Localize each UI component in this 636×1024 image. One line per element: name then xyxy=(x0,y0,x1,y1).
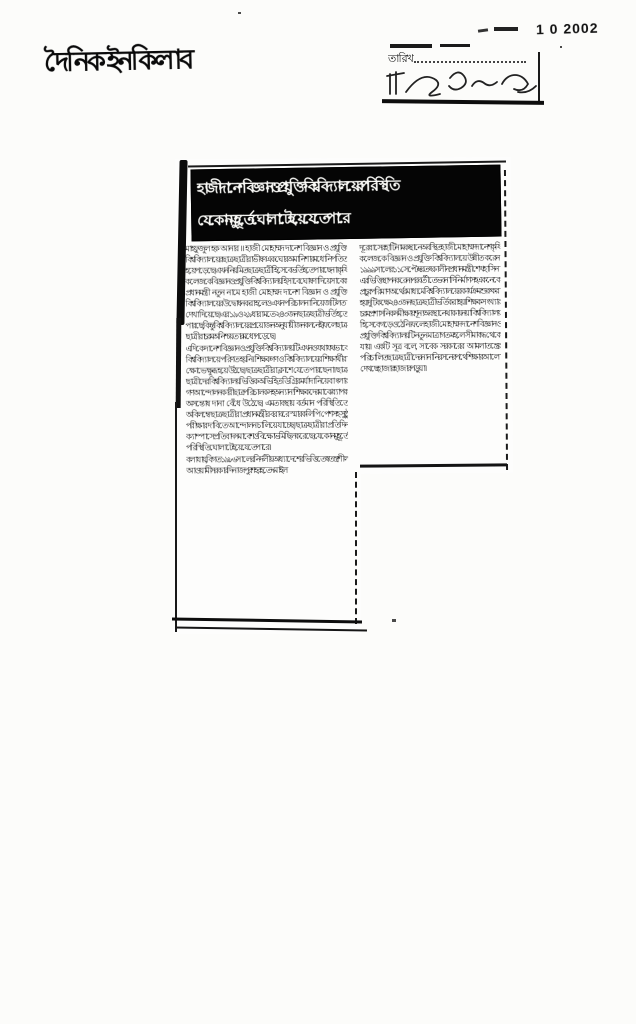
headline-line-2: যে কোন মুহূর্তে ঘোলাটে হয়ে যেতে পারে xyxy=(197,210,347,230)
article-paragraph: এদিকে দানেশ বিজ্ঞান ও প্রযুক্তি বিশ্ববিদ্যালয়টি এখনও যথাযথভাবে বিশ্ববিদ্যালয়ে পরিণত হয়নি। শিক্ষকগণ ও বিশ্ববিদ্যালয়ের শিক্ষার্থীরা ক্ষোভে ক্ষুব্ধ হয়ে উঠছে। ছাত্র-ছাত্রীরা ক্লাশে যেতে পারছে না। ছাত্র-ছাত্রীদের বিশ্ববিদ্যালয়ভিত্তিক অভিহিত ডিগ্রির মর্যাদা নিয়ে বাংলার গণআন্দোলনকারী ছাত্র পরিচালকসহ অন্যান্য শিক্ষকদের মাঝে ব্যাপক অসন্তোষ দানা বেঁধে উঠেছে। এমতাবস্থায় বর্তমান পরিস্থিতিতে অবিলম্বে ছাত্র-ছাত্রীরা প্রধানমন্ত্রীর বরাবরে স্মারকলিপি পেশসহ সুষ্ঠু পরীক্ষার দাবিতে আন্দোলন চালিয়ে যাচ্ছে। ছাত্র-ছাত্রীরা প্রতিদিন ক্যাম্পাসে প্রতিবাদ সমাবেশ ও বিক্ষোভ মিছিল করেছে। যে কোন মুহূর্তে পরিস্থিতি ঘোলাটে হয়ে যেতে পারে। xyxy=(185,342,349,453)
clipping-torn-left-edge xyxy=(176,318,182,408)
clipping-leg-right-edge xyxy=(355,472,359,624)
scan-noise-speck xyxy=(238,12,241,14)
newspaper-masthead-title: দৈনিক ইনকিলাব xyxy=(43,44,192,78)
scan-noise-speck xyxy=(392,619,396,622)
article-column-left xyxy=(185,243,349,616)
article-column-right xyxy=(359,242,502,463)
headline-line-1: হাজী দানেশ বিজ্ঞান ও প্রযুক্তি বিশ্ববিদ্যালয়ের পরিস্থিতি xyxy=(196,178,397,198)
stamp-ink-dash xyxy=(478,28,488,32)
stamp-ink-dash xyxy=(494,27,518,31)
stamp-box-top-edge xyxy=(390,44,432,48)
signature-scribble-icon xyxy=(384,62,540,111)
scan-noise-speck xyxy=(560,46,562,48)
headline-banner xyxy=(190,165,501,242)
clipping-left-edge xyxy=(175,402,177,632)
date-stamp: 1 0 2002 xyxy=(535,19,599,38)
stamp-box-top-edge xyxy=(440,44,470,47)
stamp-date-label: তারিখ xyxy=(388,53,413,65)
article-paragraph: দূরে বাসেরহাটি নামক স্থানে অবস্থিত হাজী মোহাম্মদ দানেশ কৃষি কলেজকে বিজ্ঞান ও প্রযুক্তি বিশ্ববিদ্যালয়ে উন্নীত করেন। ১৯৯৯ সালের ১১ সেপ্টেম্বর তৎকালীন প্রধানমন্ত্রী শেখ হাসিনা এর ভিত্তি স্থাপন করেন। পরবর্তীতে ভবনাদি নির্মাণসহ একনেকে প্রচুর পরিমাণ অর্থের মাধ্যমে বিশ্ববিদ্যালয়ের কার্যক্রম শুরু করা হয়। দুটি কক্ষে ২৪৩ জন ছাত্র-ছাত্রী ভর্তি করা হয়। শিক্ষক সংখ্যার চরম প্রশাসনিক সমীক্ষায় 'শূন্য' অবস্থানে থাকায় নয়া বিশ্ববিদ্যালয় হিসেবে গড়ে ওঠেনি। ফলে হাজী মোহাম্মদ দানেশ বিজ্ঞান ও প্রযুক্তি বিশ্ববিদ্যালয়টি নতুন মাত্রাগত মহলে সীমাবদ্ধ থেকে যায়। একটি সূত্র বলে, সাবেক সরকারের আমলাতন্ত্রের পরিচালিত ছাত্র-ছাত্রীদের নানা নিরসনের পথে শিক্ষার আলো দেখছে হাজার হাজার পড়ুয়া। xyxy=(359,241,502,374)
article-paragraph: বলা যায়, বিগত ১৯৮৬ সালের নির্দলীয় অধ্যাদেশের ভিত্তিতে স্বতন্ত্রশীল আওয়ামী সরকার দিনাজপুর শহর হতে ৭ মাইল xyxy=(186,453,349,476)
article-paragraph: মাহফুজুল হক আনার ॥ হাজী মোহাম্মদ দানেশ বিজ্ঞান ও প্রযুক্তি বিশ্ববিদ্যালয়ের ছাত্র-ছাত্রীরা ভীষণ এক ঘোর অমানিশার মধ্যে নিপতিত হয়ে পড়েছে। এখন নিয়মিত ছাত্র-ছাত্রী হিসেবে ভর্তি হতে পারছে না। কৃষি কলেজকে বিজ্ঞান ও প্রযুক্তি বিশ্ববিদ্যালয় হিসাবে ঘোষণা দিয়ে সাবেক প্রধানমন্ত্রী নতুন নামে হাজী মোহাম্মদ দানেশ বিজ্ঞান ও প্রযুক্তি বিশ্ববিদ্যালয়ের উদ্বোধন করা হলেও এখন পরিচালনা নিয়ে জটিলতা দেখা দিয়েছে। এর ১৯ ও ২৯ ধারা মতে ২৪৩ জন ছাত্র-ছাত্রী ভর্তি হতে পারছে; কিন্তু বিশ্ববিদ্যালয়ের প্রয়োজন অনুযায়ী জনবল নেই। ফলে ছাত্র-ছাত্রীরা চরম অনিশ্চয়তার মধ্যে পড়েছে। xyxy=(185,242,348,342)
